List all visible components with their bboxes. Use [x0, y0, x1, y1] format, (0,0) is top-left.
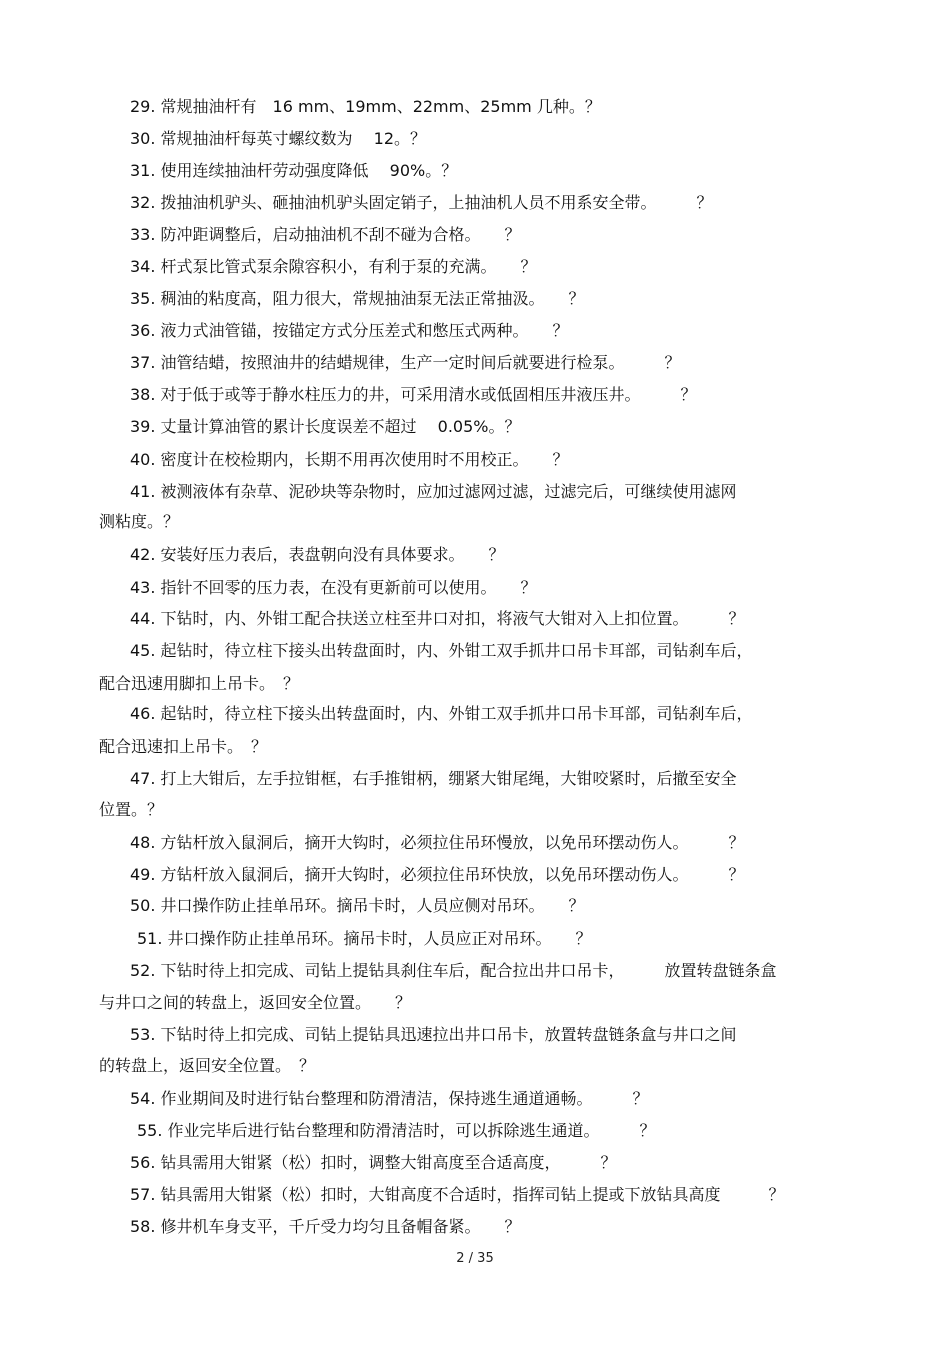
question-text: 井口操作防止挂单吊环。摘吊卡时，人员应正对吊环。 ？ — [167, 929, 592, 948]
question-text: 打上大钳后，左手拉钳框，右手推钳柄，绷紧大钳尾绳，大钳咬紧时，后撤至安全 — [160, 769, 737, 788]
question-number: 55. — [137, 1121, 163, 1140]
question-number: 53. — [130, 1025, 156, 1044]
question-text: 安装好压力表后，表盘朝向没有具体要求。 ？ — [160, 545, 505, 564]
question-text: 对于低于或等于静水柱压力的井，可采用清水或低固相压井液压井。 ？ — [160, 385, 697, 404]
question-number: 52. — [130, 961, 156, 980]
question-number: 35. — [130, 289, 156, 308]
question-number: 57. — [130, 1185, 156, 1204]
question-text: 被测液体有杂草、泥砂块等杂物时，应加过滤网过滤，过滤完后，可继续使用滤网 — [160, 482, 737, 501]
question-item — [130, 769, 737, 789]
question-item — [130, 1153, 617, 1173]
question-item — [130, 545, 505, 565]
question-item — [130, 961, 777, 981]
question-item — [130, 482, 737, 502]
question-item — [130, 450, 569, 470]
question-number: 38. — [130, 385, 156, 404]
question-item — [130, 1025, 737, 1045]
question-text: 液力式油管锚，按锚定方式分压差式和憋压式两种。 ？ — [160, 321, 569, 340]
question-text: 起钻时，待立柱下接头出转盘面时，内、外钳工双手抓井口吊卡耳部，司钻刹车后， — [160, 641, 753, 660]
question-number: 41. — [130, 482, 156, 501]
question-item — [130, 578, 537, 598]
question-number: 50. — [130, 896, 156, 915]
question-item — [130, 417, 520, 437]
question-item — [130, 896, 585, 916]
question-item — [130, 289, 585, 309]
question-item — [130, 865, 745, 885]
question-continuation: 测粘度。？ — [99, 512, 180, 531]
question-number: 31. — [130, 161, 156, 180]
question-continuation: 与井口之间的转盘上，返回安全位置。 ？ — [99, 993, 412, 1012]
question-text: 稠油的粘度高，阻力很大，常规抽油泵无法正常抽汲。 ？ — [160, 289, 585, 308]
question-number: 36. — [130, 321, 156, 340]
question-item — [130, 161, 457, 181]
question-item — [130, 1217, 521, 1237]
question-item — [137, 1121, 656, 1141]
question-number: 32. — [130, 193, 156, 212]
question-number: 39. — [130, 417, 156, 436]
question-number: 49. — [130, 865, 156, 884]
question-number: 30. — [130, 129, 156, 148]
question-number: 54. — [130, 1089, 156, 1108]
question-text: 指针不回零的压力表，在没有更新前可以使用。 ？ — [160, 578, 537, 597]
question-item — [130, 129, 426, 149]
question-number: 44. — [130, 609, 156, 628]
question-text: 密度计在校检期内，长期不用再次使用时不用校正。 ？ — [160, 450, 569, 469]
question-number: 51. — [137, 929, 163, 948]
question-text: 丈量计算油管的累计长度误差不超过 0.05%。？ — [160, 417, 521, 436]
question-text: 杆式泵比管式泵余隙容积小，有利于泵的充满。 ？ — [160, 257, 537, 276]
question-text: 拨抽油机驴头、砸抽油机驴头固定销子，上抽油机人员不用系安全带。 ？ — [160, 193, 713, 212]
question-item — [130, 193, 713, 213]
question-text: 钻具需用大钳紧（松）扣时，大钳高度不合适时，指挥司钻上提或下放钻具高度 ？ — [160, 1185, 785, 1204]
page-number: 2 / 35 — [456, 1251, 494, 1266]
question-number: 29. — [130, 97, 156, 116]
question-number: 47. — [130, 769, 156, 788]
question-continuation: 配合迅速扣上吊卡。 ？ — [99, 737, 268, 756]
question-number: 45. — [130, 641, 156, 660]
question-number: 46. — [130, 704, 156, 723]
question-item — [130, 1089, 649, 1109]
question-continuation: 配合迅速用脚扣上吊卡。 ？ — [99, 674, 300, 693]
question-text: 方钻杆放入鼠洞后，摘开大钩时，必须拉住吊环慢放，以免吊环摆动伤人。 ？ — [160, 833, 745, 852]
question-item — [130, 704, 753, 724]
question-item — [137, 929, 592, 949]
question-item — [130, 225, 521, 245]
question-item — [130, 257, 537, 277]
question-number: 43. — [130, 578, 156, 597]
question-number: 42. — [130, 545, 156, 564]
question-number: 37. — [130, 353, 156, 372]
question-text: 常规抽油杆有 16 mm、19mm、22mm、25mm 几种。？ — [160, 97, 601, 116]
question-number: 58. — [130, 1217, 156, 1236]
question-text: 下钻时，内、外钳工配合扶送立柱至井口对扣，将液气大钳对入上扣位置。 ？ — [160, 609, 745, 628]
question-text: 作业期间及时进行钻台整理和防滑清洁，保持逃生通道通畅。 ？ — [160, 1089, 649, 1108]
question-number: 56. — [130, 1153, 156, 1172]
question-item — [130, 1185, 785, 1205]
question-item — [130, 321, 569, 341]
question-number: 33. — [130, 225, 156, 244]
question-text: 钻具需用大钳紧（松）扣时，调整大钳高度至合适高度， ？ — [160, 1153, 617, 1172]
question-text: 方钻杆放入鼠洞后，摘开大钩时，必须拉住吊环快放，以免吊环摆动伤人。 ？ — [160, 865, 745, 884]
question-item — [130, 641, 753, 661]
question-text: 下钻时待上扣完成、司钻上提钻具迅速拉出井口吊卡，放置转盘链条盒与井口之间 — [160, 1025, 737, 1044]
question-text: 起钻时，待立柱下接头出转盘面时，内、外钳工双手抓井口吊卡耳部，司钻刹车后， — [160, 704, 753, 723]
question-text: 修井机车身支平，千斤受力均匀且备帽备紧。 ？ — [160, 1217, 521, 1236]
question-text: 作业完毕后进行钻台整理和防滑清洁时，可以拆除逃生通道。 ？ — [167, 1121, 656, 1140]
question-text: 使用连续抽油杆劳动强度降低 90%。？ — [160, 161, 458, 180]
question-number: 34. — [130, 257, 156, 276]
question-continuation: 位置。？ — [99, 800, 164, 819]
question-text: 下钻时待上扣完成、司钻上提钻具刹住车后，配合拉出井口吊卡， 放置转盘链条盒 — [160, 961, 777, 980]
question-text: 常规抽油杆每英寸螺纹数为 12。？ — [160, 129, 426, 148]
question-item — [130, 609, 745, 629]
question-item — [130, 833, 745, 853]
question-item — [130, 97, 601, 117]
question-text: 油管结蜡，按照油井的结蜡规律，生产一定时间后就要进行检泵。 ？ — [160, 353, 681, 372]
question-number: 48. — [130, 833, 156, 852]
question-number: 40. — [130, 450, 156, 469]
question-item — [130, 353, 681, 373]
question-continuation: 的转盘上，返回安全位置。 ？ — [99, 1056, 316, 1075]
question-item — [130, 385, 697, 405]
question-text: 防冲距调整后，启动抽油机不刮不碰为合格。 ？ — [160, 225, 521, 244]
question-text: 井口操作防止挂单吊环。摘吊卡时，人员应侧对吊环。 ？ — [160, 896, 585, 915]
